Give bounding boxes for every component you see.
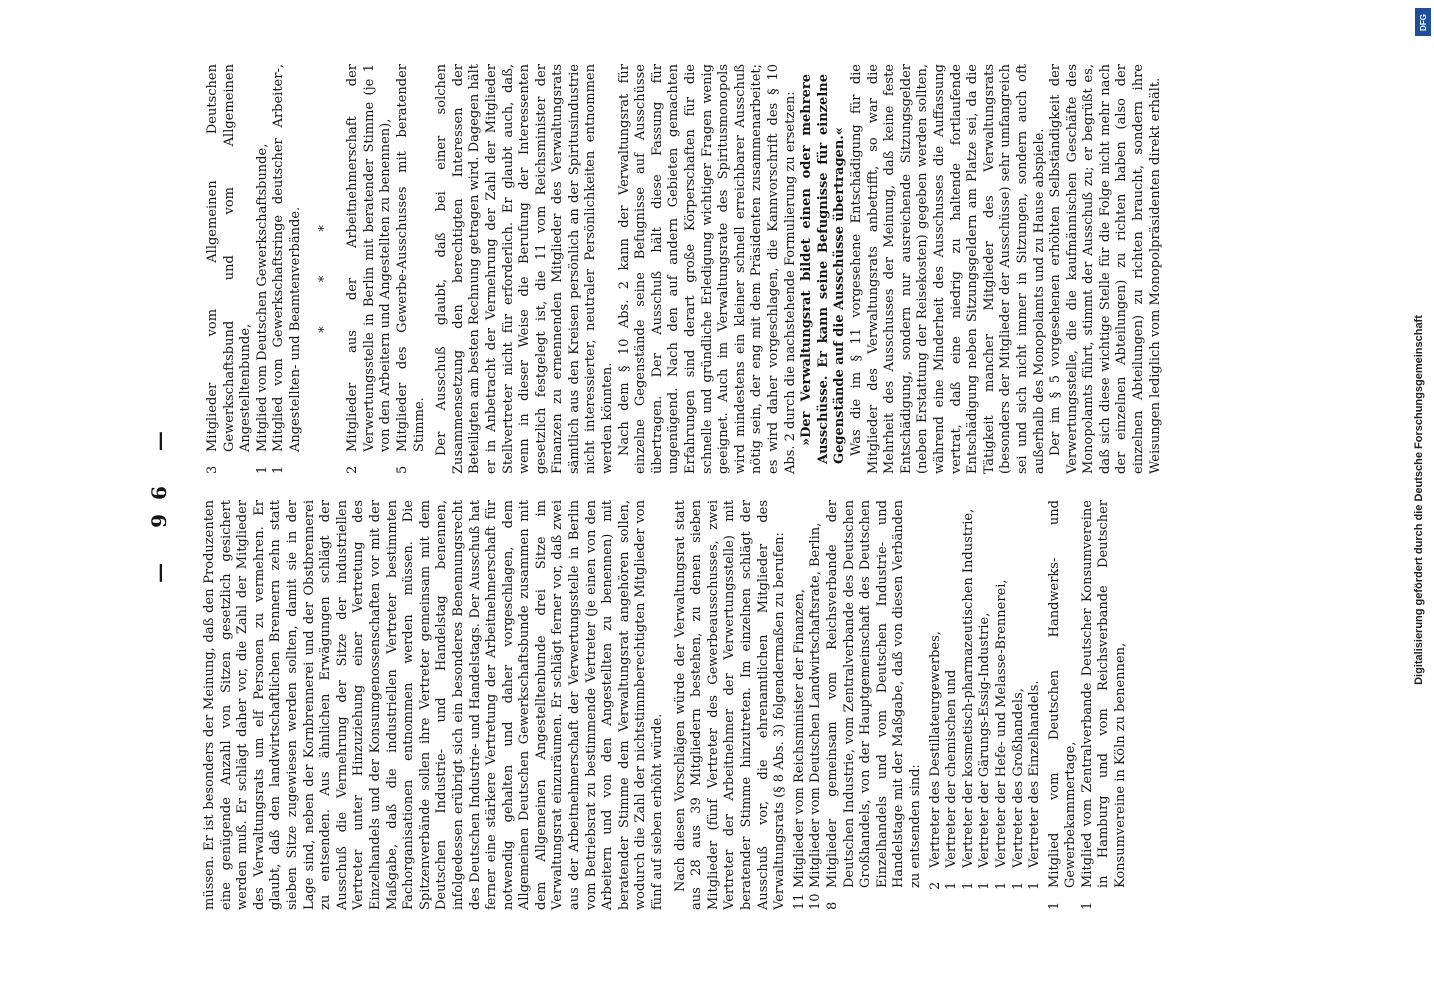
- paragraph: Nach diesen Vorschlägen würde der Verwaltungsrat statt aus 28 aus 39 Mitgliedern bestehen, zu denen sieben Mitglieder (fünf Vertreter des Gewerbeausschusses, zwei Vertreter der Arbeitnehmer der Verwertungsstelle) mit beratender Stimme hinzutreten. Im einzelnen schlägt der Ausschuß vor, die ehrenamtlichen Mitglieder des Verwaltungsrats (§ 8 Abs. 3) folgendermaßen zu berufen:: [672, 500, 788, 910]
- list-text: Mitglieder vom Deutschen Landwirtschaftsrate, Berlin,: [808, 522, 824, 888]
- member-list: [205, 64, 305, 474]
- list-number: 1: [960, 881, 976, 890]
- credit-text: Digitalisierung gefördert durch die Deutsche Forschungsgemeinschaft: [1413, 315, 1425, 685]
- logo-text: DFG: [1418, 13, 1428, 31]
- list-text: Mitglieder des Gewerbe-Ausschusses mit beratender Stimme.: [394, 64, 427, 452]
- digitization-credit: [1406, 8, 1432, 992]
- section-divider-stars: * * *: [316, 205, 332, 333]
- list-item: [994, 500, 1011, 910]
- left-column: [202, 500, 1133, 910]
- list-text: Mitglied vom Zentralverbande Deutscher Konsumvereine in Hamburg und vom Reichsverbande Deutscher Konsumvereine in Köln zu benennen,: [1079, 500, 1129, 888]
- list-item: [825, 500, 925, 910]
- list-text: Vertreter des Einzelhandels.: [1027, 680, 1043, 868]
- list-number: 2: [345, 465, 361, 474]
- list-number: 1: [1079, 901, 1095, 910]
- list-item: [271, 64, 304, 474]
- right-column: [202, 64, 1164, 474]
- list-number: 1: [977, 881, 993, 890]
- list-text: Mitglied vom Deutschen Handwerks- und Gewerbekammertage,: [1046, 500, 1079, 888]
- dfg-logo-icon: [1415, 8, 1431, 36]
- list-number: 1: [254, 465, 270, 474]
- list-item: [792, 500, 809, 910]
- list-text: Vertreter des Großhandels,: [1010, 688, 1026, 868]
- list-item: [395, 64, 428, 474]
- list-item: [1047, 500, 1080, 910]
- list-text: Vertreter des Destillateurgewerbes,: [927, 631, 943, 868]
- list-text: Vertreter der chemischen und: [944, 669, 960, 868]
- list-text: Mitglieder vom Reichsminister der Finanzen,: [791, 588, 807, 888]
- list-item: [928, 500, 945, 910]
- list-text: Vertreter der Hefe- und Melasse-Brennerei,: [993, 579, 1009, 868]
- paragraph: Der Ausschuß glaubt, daß bei einer solchen Zusammensetzung den berechtigten Interessen der Beteiligten am besten Rechnung getragen wird. Dagegen hält er in Anbetracht der Vermehrung der Zahl der Mitglieder Stellvertreter nicht für erforderlich. Er glaubt auch, daß, wenn in dieser Weise die Berufung der Interessenten gesetzlich festgelegt ist, die 11 vom Reichsminister der Finanzen zu ernennenden Mitglieder des Verwaltungsrats sämtlich aus den Kreisen persönlich an der Spiritusindustrie nicht interessierter, neutraler Persönlichkeiten entnommen werden könnten.: [434, 64, 616, 474]
- list-text: Vertreter der kosmetisch-pharmazeutischen Industrie,: [960, 508, 976, 868]
- list-number: 1: [993, 881, 1009, 890]
- list-item: [1027, 500, 1044, 910]
- member-list: [1047, 500, 1130, 910]
- member-list: [792, 500, 925, 910]
- paragraph: Was die im § 11 vorgesehene Entschädigung für die Mitglieder des Verwaltungsrats anbetrifft, so war die Mehrheit des Ausschusses der Meinung, daß keine feste Entschädigung, sondern nur ausreichende Sitzungsgelder (neben Erstattung der Reisekosten) gegeben werden sollten, während eine Minderheit des Ausschusses die Auffassung vertrat, daß eine niedrig zu haltende fortlaufende Entschädigung neben Sitzungsgeldern am Platze sei, da die Tätigkeit mancher Mitglieder des Verwaltungsrats (besonders der Mitglieder der Ausschüsse) sehr umfangreich sei und sich nicht immer in Sitzungen, sondern auch oft außerhalb des Monopolamts und zu Hause abspiele.: [848, 64, 1047, 474]
- list-number: 1: [944, 881, 960, 890]
- list-number: 8: [824, 901, 840, 910]
- paragraph: Der im § 5 vorgesehenen erhöhten Selbständigkeit der Verwertungsstelle, die die kaufmännischen Geschäfte des Monopolamts führt, stimmt der Ausschuß zu; er begrüßt es, daß sich diese wichtige Stelle für die Folge nicht mehr nach der einzelnen Abteilungen) zu richten haben (also der einzelnen Abteilungen) zu richten braucht, sondern ihre Weisungen lediglich vom Monopolpräsidenten direkt erhält.: [1048, 64, 1163, 474]
- list-item: [345, 64, 395, 474]
- page-number: — 96 —: [147, 417, 171, 583]
- list-item: [205, 64, 255, 474]
- list-item: [1011, 500, 1028, 910]
- sub-list: [928, 500, 1044, 910]
- list-number: 1: [1046, 901, 1062, 910]
- list-item: [255, 64, 272, 474]
- quoted-provision: »Der Verwaltungsrat bildet einen oder mehrere Ausschüsse. Er kann seine Befugnisse für einzelne Gegenstände auf die Ausschüsse übertragen.«: [799, 74, 848, 464]
- list-item: [1080, 500, 1130, 910]
- list-number: 1: [1027, 881, 1043, 890]
- list-item: [977, 500, 994, 910]
- list-text: Vertreter der Gärungs-Essig-Industrie,: [977, 612, 993, 868]
- list-number: 5: [394, 465, 410, 474]
- list-text: Mitglieder gemeinsam vom Reichsverbande der Deutschen Industrie, vom Zentralverbande des Deutschen Großhandels, von der Hauptgemeinschaft des Deutschen Einzelhandels und vom Deutschen Industrie- und Handelstage mit der Maßgabe, daß von diesen Verbänden zu entsenden sind:: [824, 500, 923, 888]
- list-number: 10: [808, 893, 824, 910]
- list-number: 11: [791, 893, 807, 910]
- paragraph: Nach dem § 10 Abs. 2 kann der Verwaltungsrat für einzelne Gegenstände seine Befugnisse auf Ausschüsse übertragen. Der Ausschuß hält diese Fassung für ungenügend. Nach den auf andern Gebieten gemachten Erfahrungen sind derart große Körperschaften für die schnelle und gründliche Erledigung wichtiger Fragen wenig geeignet. Auch im Verwaltungsrate des Spiritusmonopols wird mindestens ein kleiner schnell erreichbarer Ausschuß nötig sein, der eng mit dem Präsidenten zusammenarbeitet; es wird daher vorgeschlagen, die Kannvorschrift des § 10 Abs. 2 durch die nachstehende Formulierung zu ersetzen:: [616, 64, 798, 474]
- list-text: Mitglieder vom Allgemeinen Deutschen Gewerkschaftsbund und vom Allgemeinen Angestelltenbunde,: [205, 64, 254, 452]
- list-text: Mitglied vom Gewerkschaftsringe deutscher Arbeiter-, Angestellten- und Beamtenverbände.: [271, 64, 303, 452]
- list-number: 2: [927, 881, 943, 890]
- list-text: Mitglied vom Deutschen Gewerkschaftsbunde,: [254, 143, 270, 452]
- member-list: [345, 64, 428, 474]
- list-item: [808, 500, 825, 910]
- rotated-document-page: [67, 30, 1367, 970]
- list-number: 3: [205, 465, 220, 474]
- list-number: 1: [1010, 881, 1026, 890]
- list-item: [944, 500, 961, 910]
- list-number: 1: [271, 465, 287, 474]
- list-item: [961, 500, 978, 910]
- paragraph: müssen. Er ist besonders der Meinung, daß den Produzenten eine genügende Anzahl von Sitzen gesetzlich gesichert werden muß. Er schlägt daher vor, die Zahl der Mitglieder des Verwaltungsrats um elf Personen zu vermehren. Er glaubt, daß den landwirtschaftlichen Brennern zehn statt sieben Sitze zugewiesen werden sollten, damit sie in der Lage sind, neben der Kornbrennerei und der Obstbrennerei zu entsenden. Aus ähnlichen Erwägungen schlägt der Ausschuß die Vermehrung der Sitze der industriellen Vertreter unter Hinzuziehung einer Vertretung des Einzelhandels und der Konsumgenossenschaften vor mit der Maßgabe, daß die industriellen Vertreter bestimmten Fachorganisationen entnommen werden müssen. Die Spitzenverbände sollen ihre Vertreter gemeinsam mit dem Deutschen Industrie- und Handelstag benennen, infolgedessen erübrigt sich ein besonderes Benennungsrecht des Deutschen Industrie- und Handelstags. Der Ausschuß hat ferner eine stärkere Vertretung der Arbeitnehmerschaft für notwendig gehalten und daher vorgeschlagen, dem Allgemeinen Deutschen Gewerkschaftsbunde zusammen mit dem Allgemeinen Angestelltenbunde drei Sitze im Verwaltungsrat einzuräumen. Er schlägt ferner vor, daß zwei aus der Arbeitnehmerschaft der Verwertungsstelle in Berlin vom Betriebsrat zu bestimmende Vertreter (je einen von den Arbeitern und von den Angestellten zu benennen) mit beratender Stimme dem Verwaltungsrat angehören sollen, wodurch die Zahl der nichtstimmberechtigten Mitglieder von fünf auf sieben erhöht würde.: [202, 500, 666, 910]
- list-text: Mitglieder aus der Arbeitnehmerschaft der Verwertungsstelle in Berlin mit beratender Stimme (je 1 von den Arbeitern und Angestellten zu benennen),: [345, 64, 394, 452]
